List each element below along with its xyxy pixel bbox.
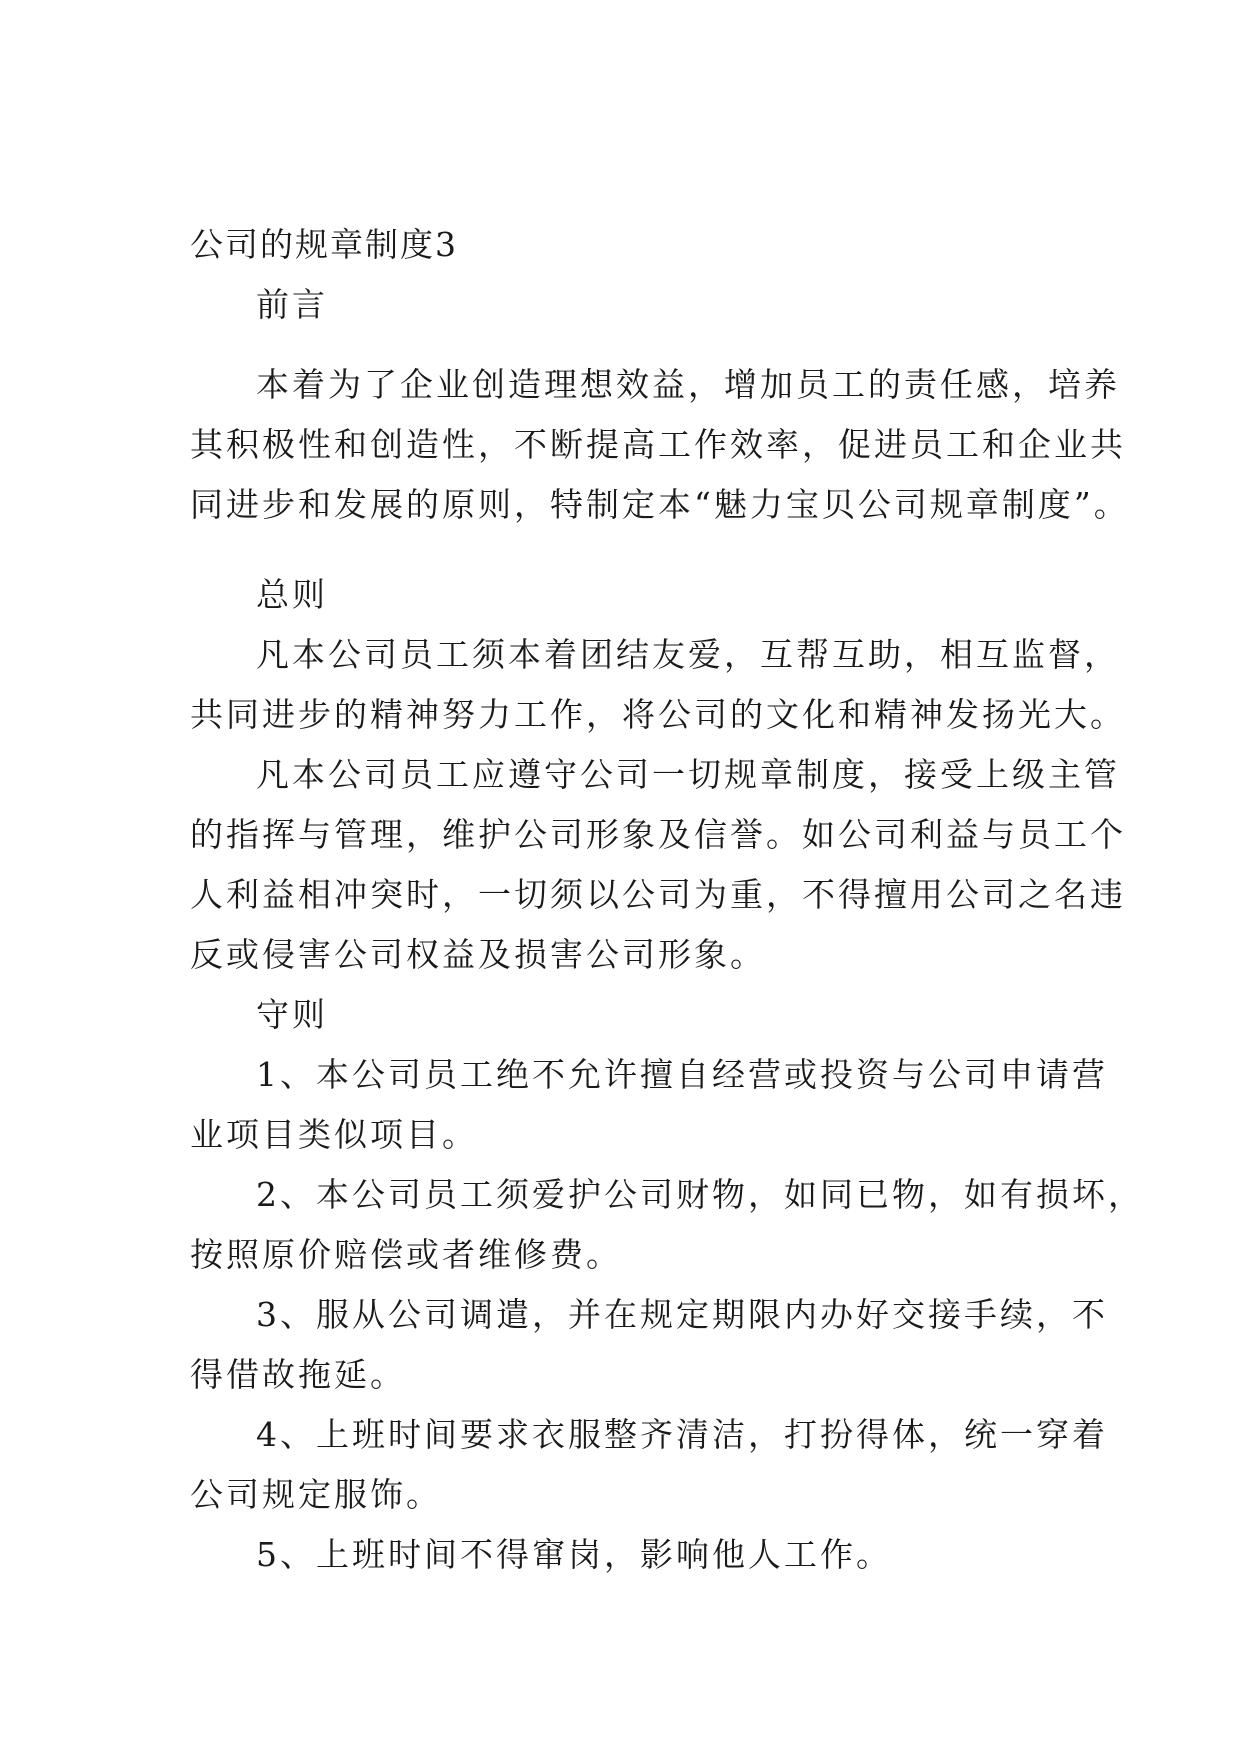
- rule-item-5: [190, 1525, 1070, 1585]
- rule-item-3: [190, 1285, 1108, 1405]
- rule-line: 按照原价赔偿或者维修费。: [190, 1235, 622, 1274]
- rule-line: 业项目类似项目。: [190, 1115, 478, 1154]
- rule-item-4: [190, 1405, 1108, 1525]
- paragraph-line: 同进步和发展的原则，特制定本“魅力宝贝公司规章制度”。: [190, 485, 1130, 524]
- rule-line: 4、上班时间要求衣服整齐清洁，打扮得体，统一穿着: [256, 1415, 1108, 1454]
- section-heading-general: 总则: [256, 575, 328, 614]
- paragraph-line: 的指挥与管理，维护公司形象及信誉。如公司利益与员工个: [190, 815, 1126, 854]
- rule-line: 得借故拖延。: [190, 1355, 406, 1394]
- paragraph-general-2: [190, 745, 1126, 985]
- paragraph-line: 人利益相冲突时，一切须以公司为重，不得擅用公司之名违: [190, 875, 1126, 914]
- paragraph-preface: [190, 355, 1130, 535]
- paragraph-line: 凡本公司员工须本着团结友爱，互帮互助，相互监督，: [256, 635, 1120, 674]
- section-heading-rules: 守则: [256, 995, 328, 1034]
- rule-item-2: [190, 1165, 1144, 1285]
- paragraph-general-1: [190, 625, 1126, 745]
- paragraph-line: 反或侵害公司权益及损害公司形象。: [190, 935, 766, 974]
- rule-item-1: [190, 1045, 1108, 1165]
- rule-line: 1、本公司员工绝不允许擅自经营或投资与公司申请营: [256, 1055, 1108, 1094]
- rule-line: 3、服从公司调遣，并在规定期限内办好交接手续，不: [256, 1295, 1108, 1334]
- paragraph-line: 凡本公司员工应遵守公司一切规章制度，接受上级主管: [256, 755, 1120, 794]
- document-title: 公司的规章制度3: [190, 225, 458, 264]
- rule-line: 2、本公司员工须爱护公司财物，如同已物，如有损坏，: [256, 1175, 1144, 1214]
- section-heading-preface: 前言: [256, 285, 328, 324]
- rule-line: 公司规定服饰。: [190, 1475, 442, 1514]
- rule-line: 5、上班时间不得窜岗，影响他人工作。: [256, 1535, 892, 1574]
- paragraph-line: 共同进步的精神努力工作，将公司的文化和精神发扬光大。: [190, 695, 1126, 734]
- paragraph-line: 本着为了企业创造理想效益，增加员工的责任感，培养: [256, 365, 1120, 404]
- paragraph-line: 其积极性和创造性，不断提高工作效率，促进员工和企业共: [190, 425, 1126, 464]
